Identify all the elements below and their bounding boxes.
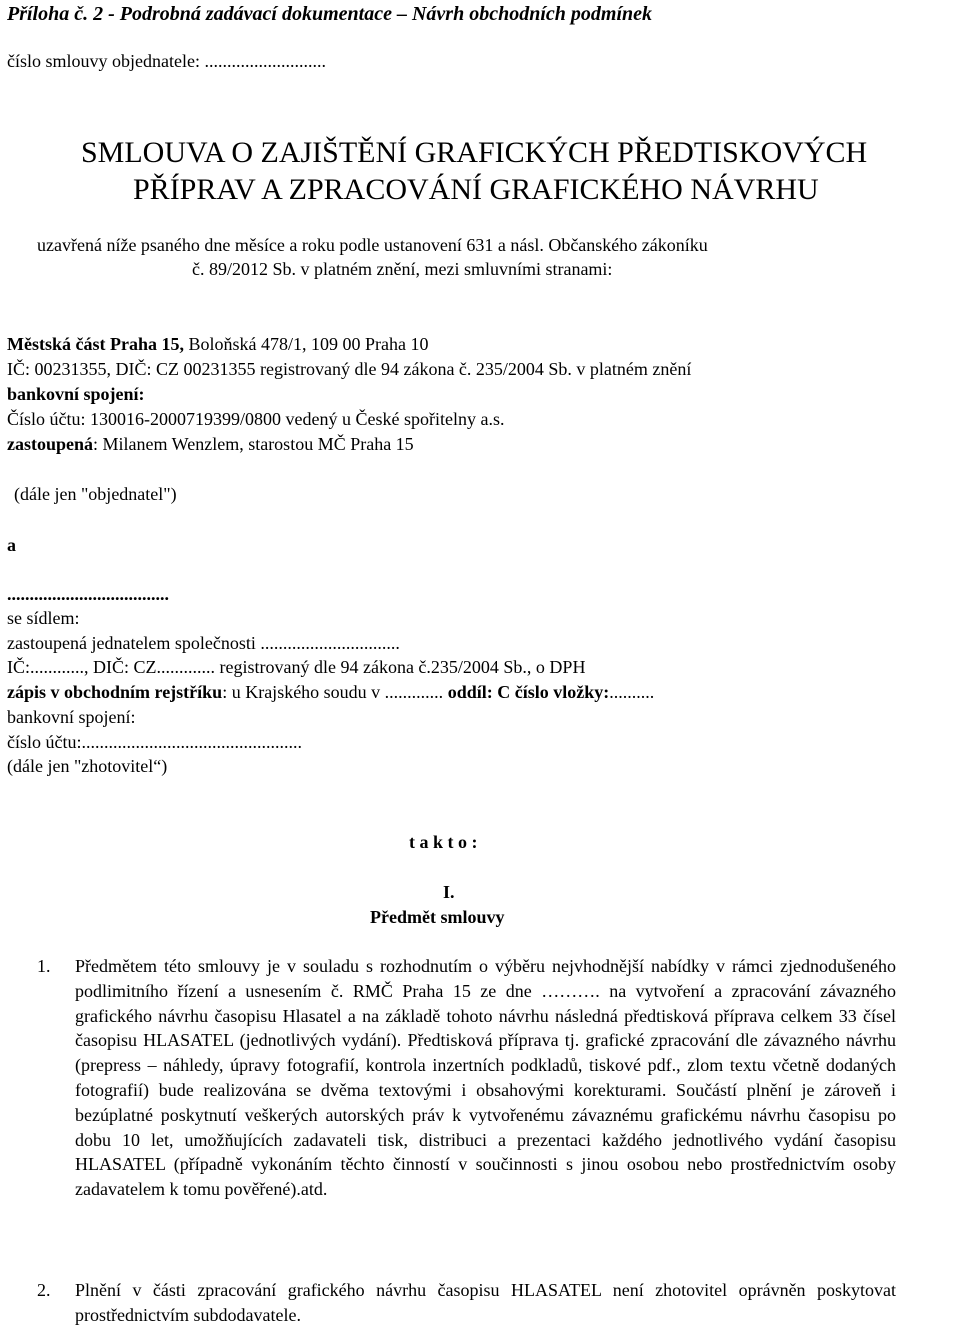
item-text: Předmětem této smlouvy je v souladu s rozhodnutím o výběru nejvhodnější nabídky v rámci zjednodušeného podlimitního řízení a usnesením č. RMČ Praha 15 ze dne ………. na vytvoření a zpracování závazného grafického návrhu časopisu Hlasatel a na základě tohoto návrhu následná předtisková příprava celkem 33 čísel časopisu HLASATEL (jednotlivých vydání). Předtisková příprava tj. grafické zpracování dle závazného návrhu (prepress – náhledy, úpravy fotografií, kontrola inzertních podkladů, tiskové pdf., zlom textu včetně dodaných fotografií) bude realizována se dvěma textovými i obsahovými korekturami. Součástí plnění je zároveň i bezúplatné poskytnutí veškerých autorských práv k vytvořenému závaznému grafickému návrhu časopisu po dobu 10 let, umožňujících zadavateli tisk, distribuci a prezentaci každého jednotlivého vydání časopisu HLASATEL (případně vykonáním těchto činností v součinnosti s jinou osobou nebo prostřednictvím osoby zadavatelem k tomu pověřené).atd. (75, 956, 896, 1200)
section-heading: Předmět smlouvy (370, 907, 505, 927)
item-number: 2. (37, 1280, 51, 1300)
client-bank-label: bankovní spojení: (7, 384, 145, 404)
contractor-representative: zastoupená jednatelem společnosti ............................... (7, 633, 400, 653)
title-line-1: SMLOUVA O ZAJIŠTĚNÍ GRAFICKÝCH PŘEDTISKOVÝCH (81, 136, 868, 169)
item-text: Plnění v části zpracování grafického návrhu časopisu HLASATEL není zhotovitel oprávněn poskytovat prostřednictvím subdodavatele. (75, 1280, 896, 1325)
client-representative: zastoupená: Milanem Wenzlem, starostou MČ Praha 15 (7, 434, 414, 454)
takto-heading: t a k t o : (409, 832, 478, 852)
contractor-seat: se sídlem: (7, 608, 80, 628)
intro-line-1: uzavřená níže psaného dne měsíce a roku podle ustanovení 631 a násl. Občanského zákoníku (37, 235, 708, 255)
client-alias: (dále jen "objednatel") (14, 484, 177, 504)
intro-line-2: č. 89/2012 Sb. v platném znění, mezi smluvními stranami: (192, 259, 613, 279)
contractor-name: .................................... (7, 584, 169, 604)
conjunction-and: a (7, 535, 16, 555)
client-ids: IČ: 00231355, DIČ: CZ 00231355 registrovaný dle 94 zákona č. 235/2004 Sb. v platném znění (7, 359, 692, 379)
contractor-registry: zápis v obchodním rejstříku: u Krajského soudu v ............. oddíl: C číslo vložky:.......... (7, 682, 655, 702)
contractor-ids: IČ:............, DIČ: CZ............. registrovaný dle 94 zákona č.235/2004 Sb., o DPH (7, 657, 586, 677)
contract-number: číslo smlouvy objednatele: ........................... (7, 51, 326, 71)
contractor-account: číslo účtu:................................................. (7, 732, 302, 752)
title-line-2: PŘÍPRAV A ZPRACOVÁNÍ GRAFICKÉHO NÁVRHU (133, 173, 819, 206)
section-number: I. (443, 882, 455, 902)
contractor-bank: bankovní spojení: (7, 707, 136, 727)
annex-heading: Příloha č. 2 - Podrobná zadávací dokumentace – Návrh obchodních podmínek (7, 3, 652, 25)
client-name: Městská část Praha 15, (7, 334, 184, 354)
client-address: Boloňská 478/1, 109 00 Praha 10 (183, 334, 429, 354)
client-account: Číslo účtu: 130016-2000719399/0800 vedený u České spořitelny a.s. (7, 409, 505, 429)
client-name-line (7, 332, 428, 356)
contractor-alias: (dále jen "zhotovitel“) (7, 756, 168, 776)
item-number: 1. (37, 956, 51, 976)
